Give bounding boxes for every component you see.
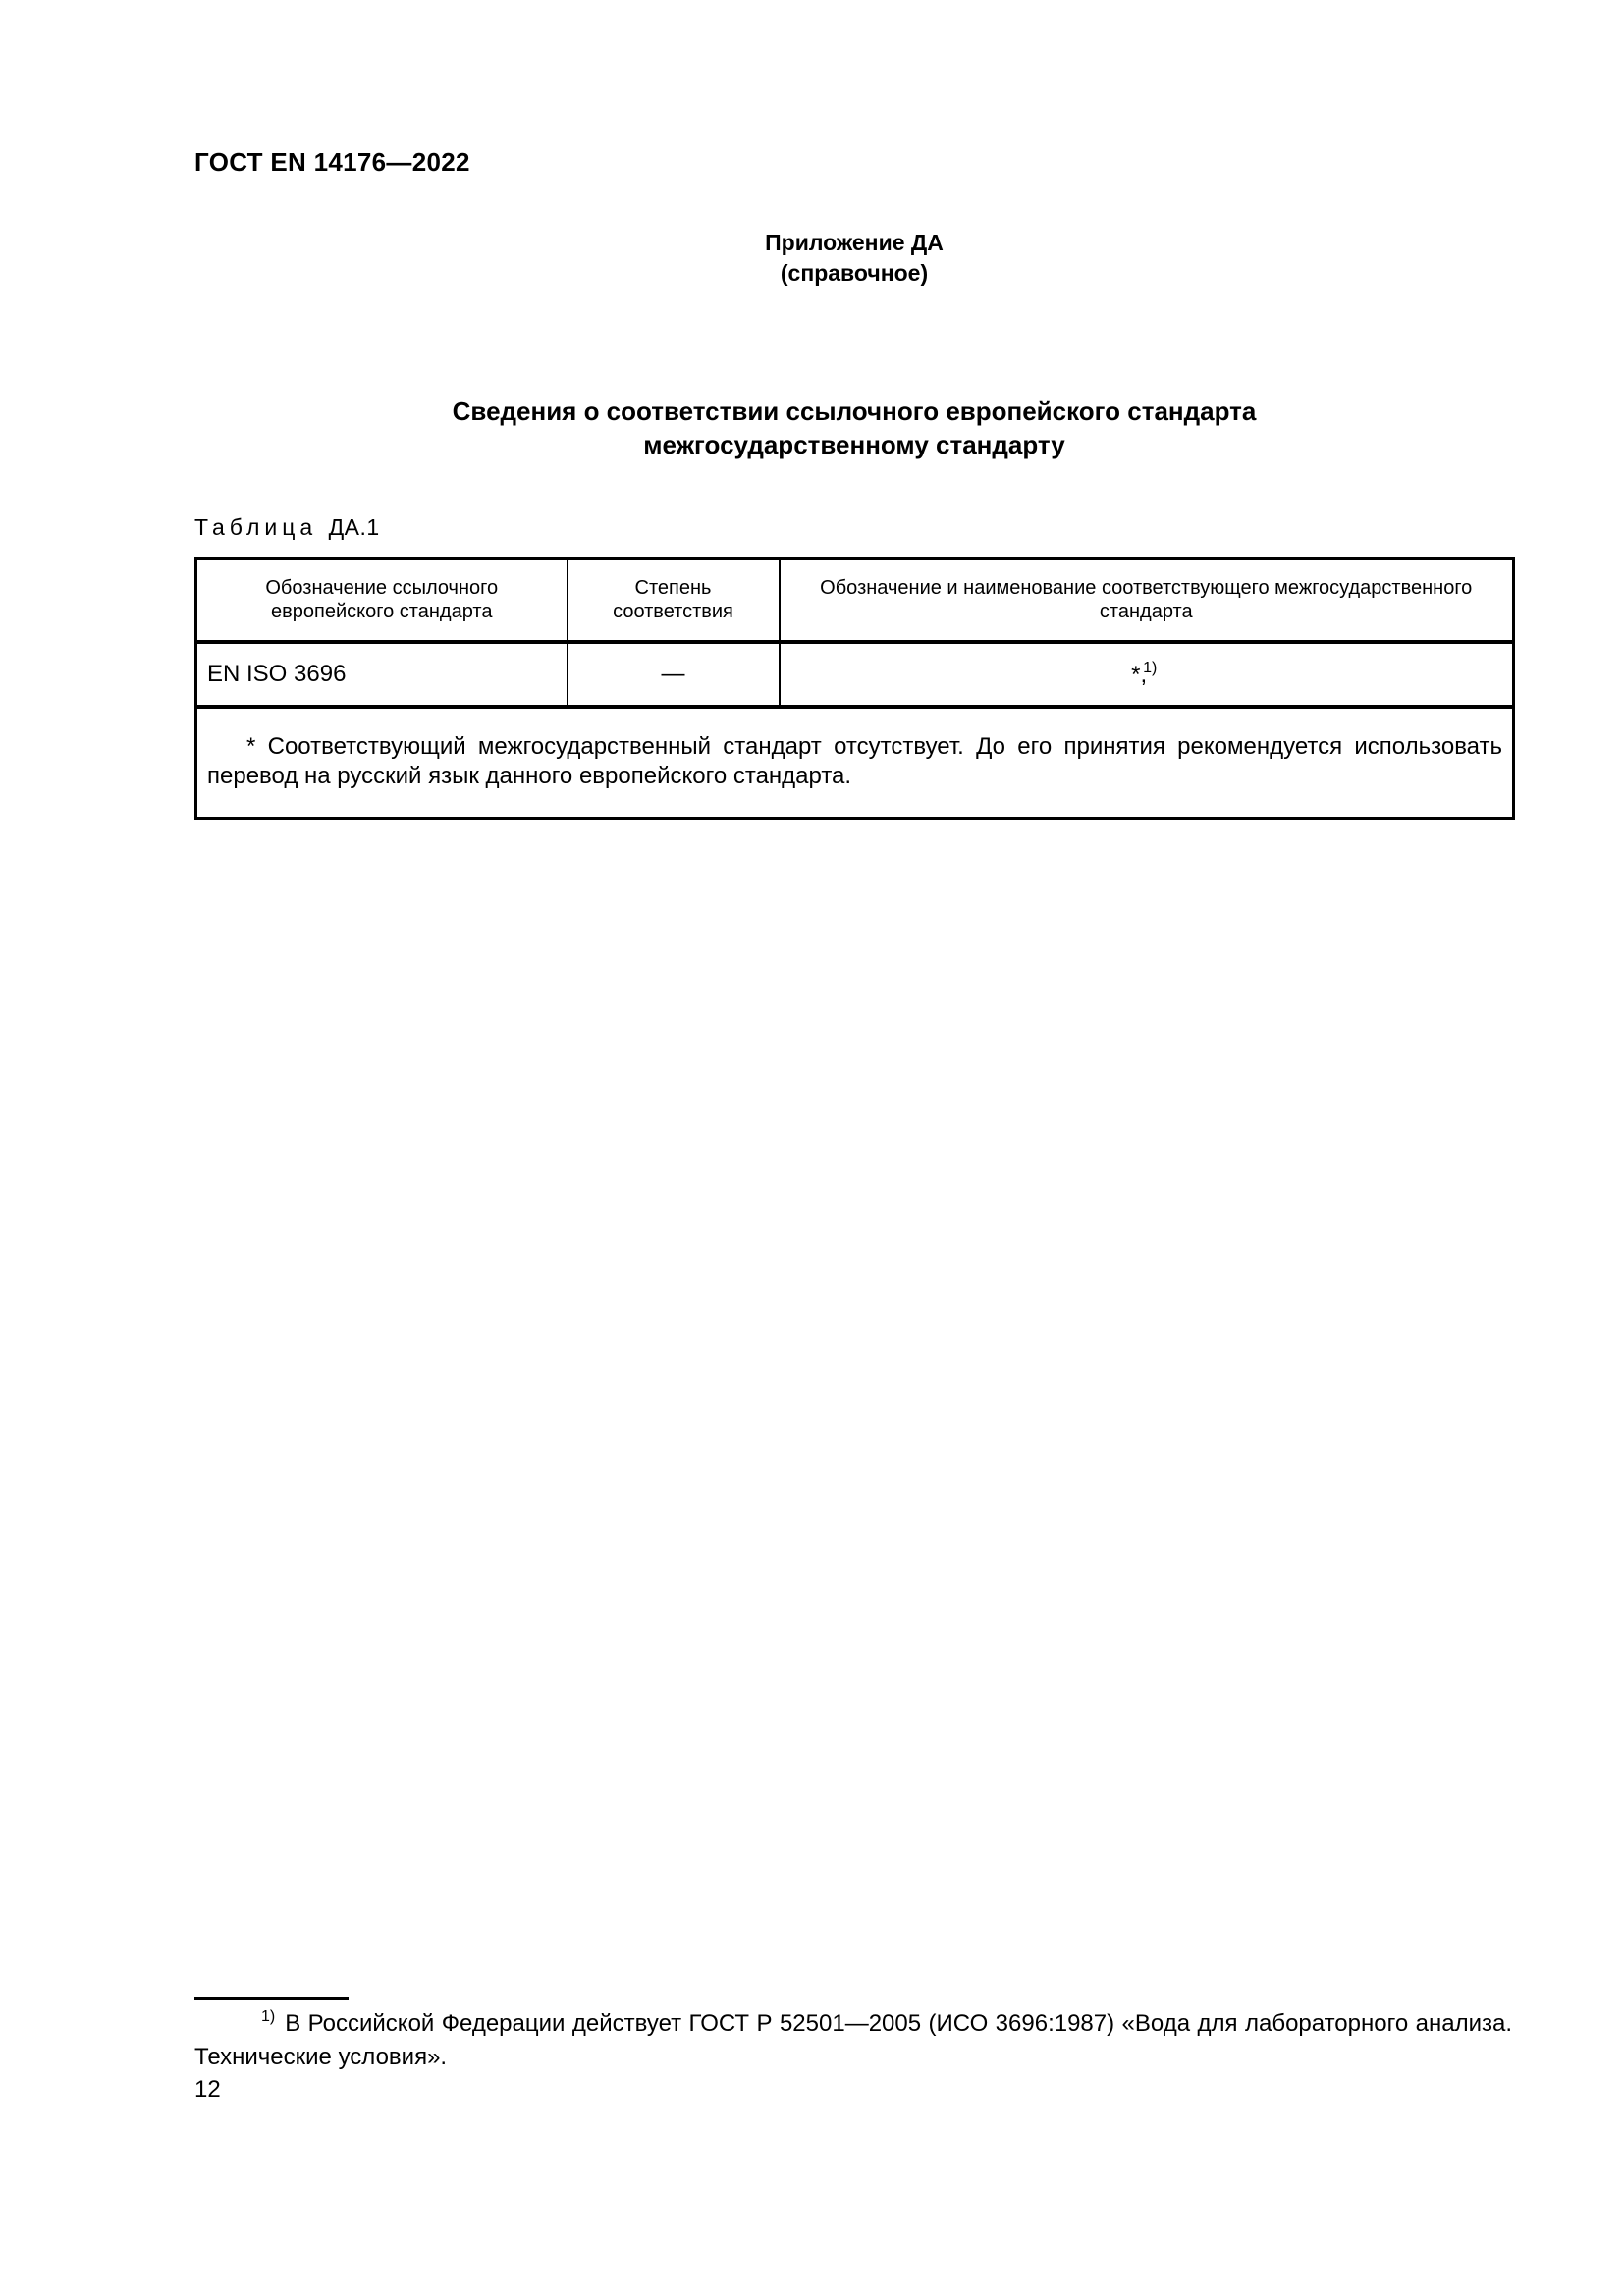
annex-title: Приложение ДА [765,230,944,255]
table-header-cell [780,559,1514,643]
table-header-row [196,559,1514,643]
header-degree-of-correspondence: Степень соответствия [613,577,733,622]
page-number: 12 [194,2076,221,2103]
table-note-row [196,707,1514,819]
section-title-line-1: Сведения о соответствии ссылочного европейского стандарта [452,397,1257,426]
section-title-line-2: межгосударственному стандарту [643,430,1065,459]
table-caption [194,514,380,541]
document-id: ГОСТ EN 14176—2022 [194,147,470,177]
table-caption-number: ДА.1 [328,514,380,540]
footnote-text: В Российской Федерации действует ГОСТ Р 52501—2005 (ИСО 3696:1987) «Вода для лабораторного анализа. Технические условия». [194,2010,1512,2070]
header-reference-standard: Обозначение ссылочного европейского стандарта [265,577,499,622]
table-note: * Соответствующий межгосударственный стандарт отсутствует. До его принятия рекомендуется использовать перевод на русский язык данного европейского стандарта. [196,707,1514,819]
footnote-divider [194,1997,349,2000]
annex-type: (справочное) [780,260,929,286]
table-caption-word: Таблица [194,514,318,540]
header-interstate-standard: Обозначение и наименование соответствующего межгосударственного стандарта [820,577,1473,622]
table-header-cell [196,559,568,643]
table-row [196,642,1514,707]
cell-degree-of-correspondence: — [568,642,780,707]
interstate-standard-mark: *, [1131,662,1148,688]
table-header-cell [568,559,780,643]
footnote [194,2001,1512,2074]
cell-interstate-standard [780,642,1514,707]
cell-reference-standard: EN ISO 3696 [196,642,568,707]
standards-correspondence-table [194,557,1515,820]
footnote-marker: 1) [261,2008,276,2025]
footnote-reference: 1) [1143,660,1158,676]
